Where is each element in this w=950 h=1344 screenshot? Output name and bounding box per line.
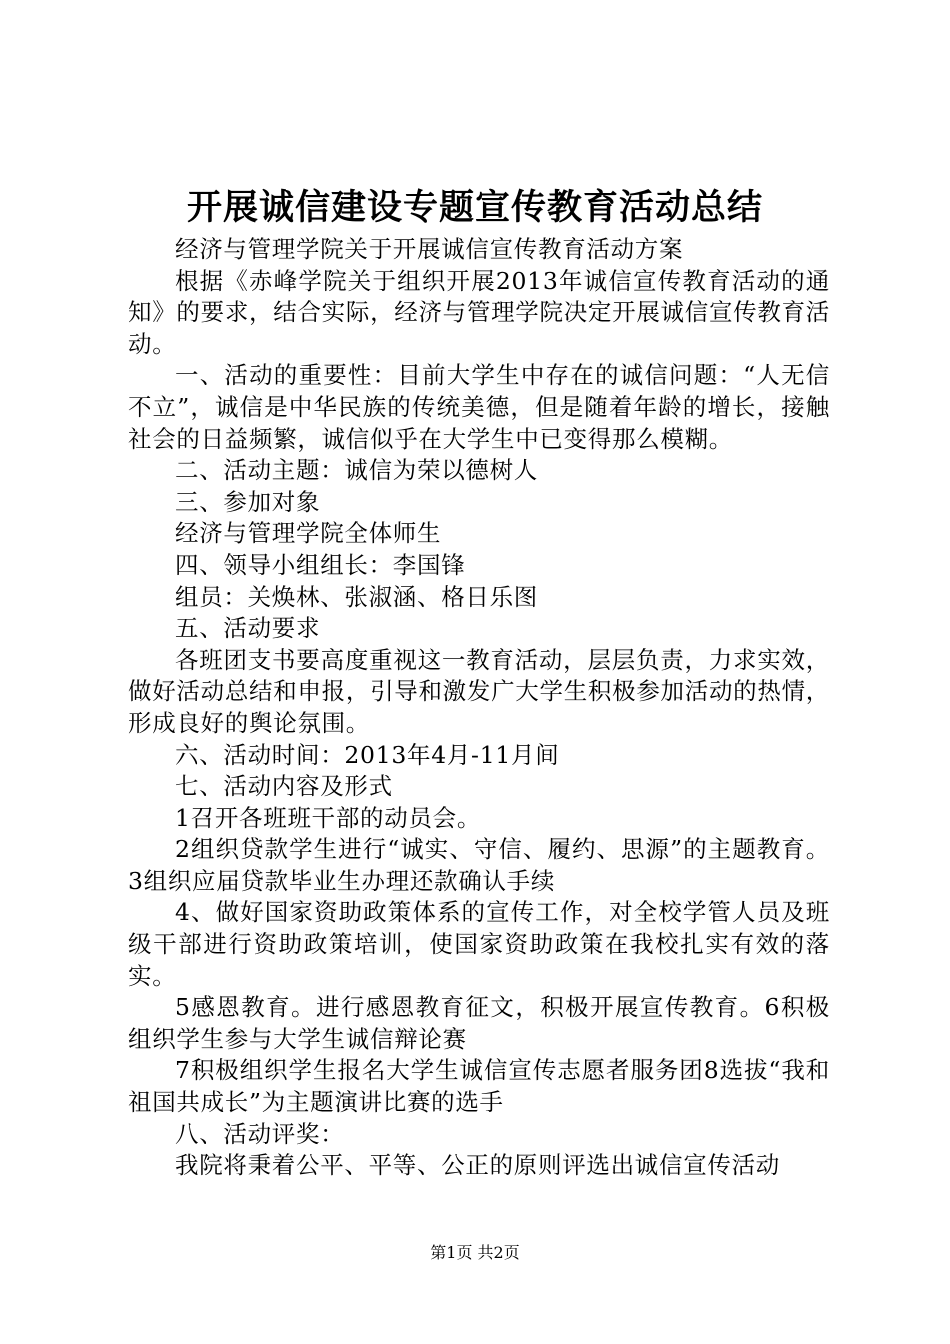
paragraph-basis: 根据《赤峰学院关于组织开展2013年诚信宣传教育活动的通知》的要求，结合实际，经济与管理学院决定开展诚信宣传教育活动。 xyxy=(128,266,830,358)
paragraph-requirements-heading: 五、活动要求 xyxy=(175,614,321,643)
paragraph-leader: 四、领导小组组长：李国锋 xyxy=(175,550,466,579)
paragraph-content-heading: 七、活动内容及形式 xyxy=(175,772,393,801)
paragraph-item-7-8: 7积极组织学生报名大学生诚信宣传志愿者服务团8选拔“我和祖国共成长”为主题演讲比赛的选手 xyxy=(128,1056,830,1117)
paragraph-item-5-6: 5感恩教育。进行感恩教育征文，积极开展宣传教育。6积极组织学生参与大学生诚信辩论赛 xyxy=(128,993,830,1053)
document-title: 开展诚信建设专题宣传教育活动总结 xyxy=(186,188,763,228)
document-body xyxy=(128,234,830,1182)
paragraph-plan-heading: 经济与管理学院关于开展诚信宣传教育活动方案 xyxy=(175,235,684,263)
paragraph-theme: 二、活动主题：诚信为荣以德树人 xyxy=(175,456,538,485)
paragraph-requirements: 各班团支书要高度重视这一教育活动，层层负责，力求实效，做好活动总结和申报，引导和激发广大学生积极参加活动的热情，形成良好的舆论氛围。 xyxy=(128,645,830,737)
page-footer: 第1页 共2页 xyxy=(430,1243,520,1262)
paragraph-item-2-3: 2组织贷款学生进行“诚实、守信、履约、思源”的主题教育。3组织应届贷款毕业生办理还款确认手续 xyxy=(128,835,830,895)
paragraph-item-4: 4、做好国家资助政策体系的宣传工作，对全校学管人员及班级干部进行资助政策培训，使国家资助政策在我校扎实有效的落实。 xyxy=(128,898,830,990)
paragraph-participants: 经济与管理学院全体师生 xyxy=(175,519,442,548)
paragraph-importance: 一、活动的重要性：目前大学生中存在的诚信问题：“人无信不立”，诚信是中华民族的传统美德，但是随着年龄的增长，接触社会的日益频繁，诚信似乎在大学生中已变得那么模糊。 xyxy=(128,361,830,453)
paragraph-participants-heading: 三、参加对象 xyxy=(175,487,321,516)
paragraph-item-1: 1召开各班班干部的动员会。 xyxy=(175,803,482,832)
paragraph-members: 组员：关焕林、张淑涵、格日乐图 xyxy=(175,582,538,611)
paragraph-time: 六、活动时间：2013年4月-11月间 xyxy=(175,740,560,769)
paragraph-award-heading: 八、活动评奖： xyxy=(175,1119,345,1148)
paragraph-award: 我院将秉着公平、平等、公正的原则评选出诚信宣传活动 xyxy=(175,1151,780,1180)
